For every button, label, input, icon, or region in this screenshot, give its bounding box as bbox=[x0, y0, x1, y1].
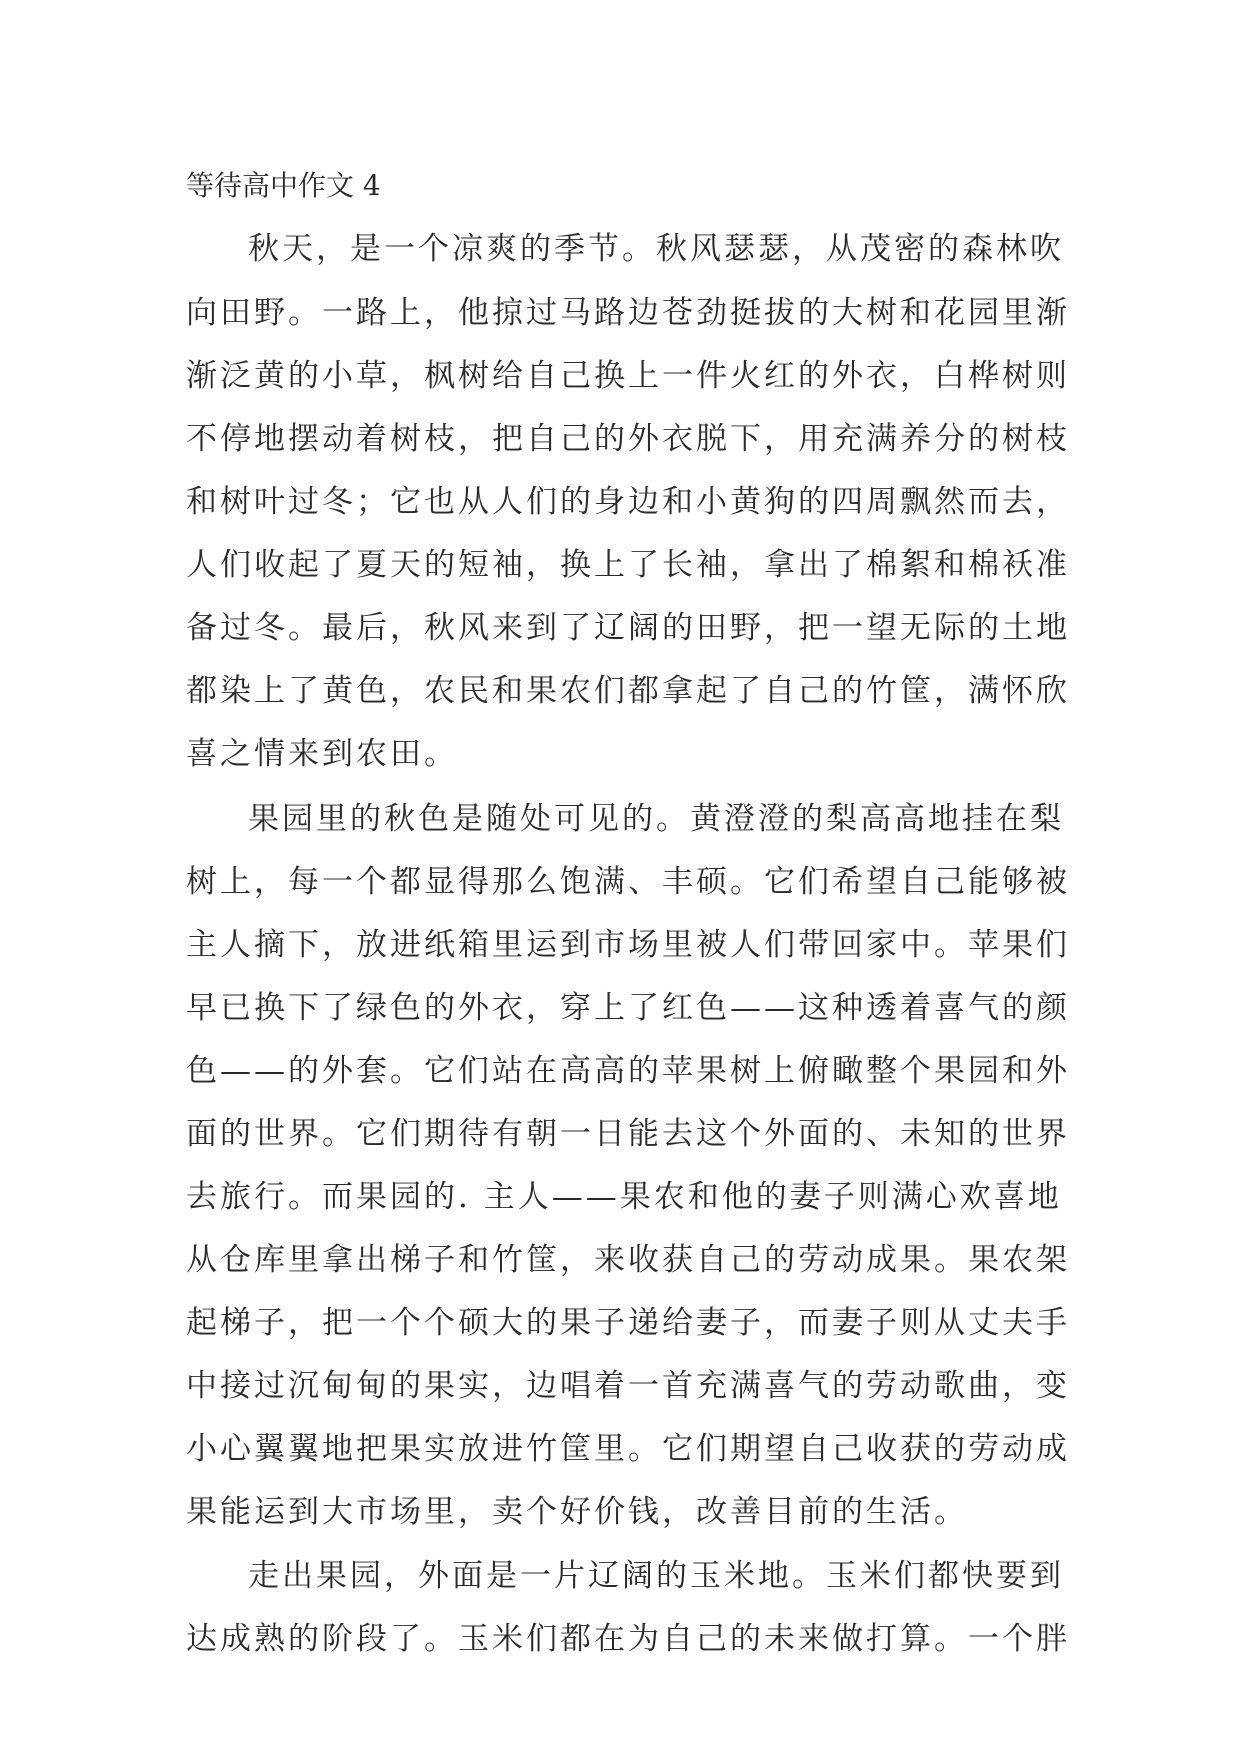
text-line: 渐泛黄的小草，枫树给自己换上一件火红的外衣，白桦树则 bbox=[186, 358, 1070, 394]
text-line: 树上，每一个都显得那么饱满、丰硕。它们希望自己能够被 bbox=[186, 864, 1070, 900]
text-line: 中接过沉甸甸的果实，边唱着一首充满喜气的劳动歌曲，变 bbox=[186, 1368, 1070, 1404]
text-line: 秋天，是一个凉爽的季节。秋风瑟瑟，从茂密的森林吹 bbox=[248, 231, 1064, 267]
text-line: 果能运到大市场里，卖个好价钱，改善目前的生活。 bbox=[186, 1494, 968, 1530]
text-line: 主人摘下，放进纸箱里运到市场里被人们带回家中。苹果们 bbox=[186, 927, 1070, 963]
text-line: 去旅行。而果园的. 主人——果农和他的妻子则满心欢喜地 bbox=[186, 1179, 1062, 1215]
text-line: 人们收起了夏天的短袖，换上了长袖，拿出了棉絮和棉袄准 bbox=[186, 547, 1070, 583]
text-line: 色——的外套。它们站在高高的苹果树上俯瞰整个果园和外 bbox=[186, 1053, 1070, 1089]
text-line: 早已换下了绿色的外衣，穿上了红色——这种透着喜气的颜 bbox=[186, 990, 1070, 1026]
text-line: 不停地摆动着树枝，把自己的外衣脱下，用充满养分的树枝 bbox=[186, 421, 1070, 457]
text-line: 和树叶过冬；它也从人们的身边和小黄狗的四周飘然而去， bbox=[186, 484, 1070, 520]
text-line: 面的世界。它们期待有朝一日能去这个外面的、未知的世界 bbox=[186, 1116, 1070, 1152]
text-line: 向田野。一路上，他掠过马路边苍劲挺拔的大树和花园里渐 bbox=[186, 295, 1070, 331]
text-line: 备过冬。最后，秋风来到了辽阔的田野，把一望无际的土地 bbox=[186, 610, 1070, 646]
document-title: 等待高中作文 4 bbox=[186, 169, 381, 202]
text-line: 从仓库里拿出梯子和竹筐，来收获自己的劳动成果。果农架 bbox=[186, 1242, 1070, 1278]
text-line: 都染上了黄色，农民和果农们都拿起了自己的竹筐，满怀欣 bbox=[186, 673, 1070, 709]
text-line: 起梯子，把一个个硕大的果子递给妻子，而妻子则从丈夫手 bbox=[186, 1305, 1070, 1341]
text-line: 走出果园，外面是一片辽阔的玉米地。玉米们都快要到 bbox=[248, 1558, 1064, 1594]
text-line: 喜之情来到农田。 bbox=[186, 736, 458, 772]
text-line: 果园里的秋色是随处可见的。黄澄澄的梨高高地挂在梨 bbox=[248, 801, 1064, 837]
text-line: 小心翼翼地把果实放进竹筐里。它们期望自己收获的劳动成 bbox=[186, 1431, 1070, 1467]
text-line: 达成熟的阶段了。玉米们都在为自己的未来做打算。一个胖 bbox=[186, 1621, 1070, 1657]
